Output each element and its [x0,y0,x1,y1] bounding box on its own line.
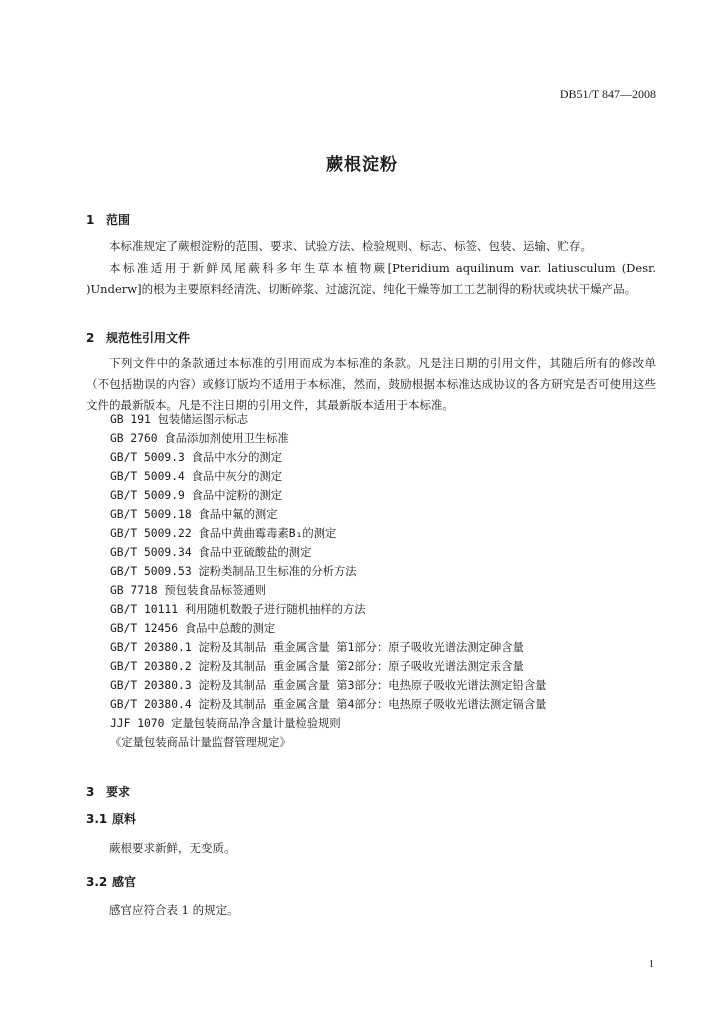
section-number: 3.2 [86,875,108,889]
section-number: 3.1 [86,812,108,826]
section-title: 原料 [112,812,137,826]
reference-list [110,410,546,752]
reference-item: GB/T 5009.18 食品中氟的测定 [110,508,278,521]
reference-item: GB/T 20380.4 淀粉及其制品 重金属含量 第4部分：电热原子吸收光谱法测定镉含量 [110,698,547,711]
document-title: 蕨根淀粉 [326,155,398,175]
reference-item: GB/T 5009.34 食品中亚硫酸盐的测定 [110,546,312,559]
reference-item: GB/T 5009.9 食品中淀粉的测定 [110,489,282,502]
section-3-2-heading [86,873,136,890]
reference-item: GB 2760 食品添加剂使用卫生标准 [110,432,289,445]
section-2-heading [86,329,190,346]
reference-item: GB/T 5009.3 食品中水分的测定 [110,451,282,464]
section-number: 2 [86,331,95,345]
section-number: 1 [86,213,95,227]
reference-item: GB/T 12456 食品中总酸的测定 [110,622,276,635]
reference-item: GB/T 20380.3 淀粉及其制品 重金属含量 第3部分：电热原子吸收光谱法测定铅含量 [110,679,547,692]
raw-material-text: 蕨根要求新鲜，无变质。 [109,841,236,855]
reference-item: GB/T 10111 利用随机数骰子进行随机抽样的方法 [110,603,366,616]
reference-item: GB 7718 预包装食品标签通则 [110,584,267,597]
reference-item: GB 191 包装储运图示标志 [110,413,248,426]
section-3-heading [86,783,130,800]
scope-paragraph-1: 本标准规定了蕨根淀粉的范围、要求、试验方法、检验规则、标志、标签、包装、运输、贮存。 [109,239,592,253]
section-title: 范围 [106,213,131,227]
section-number: 3 [86,785,95,799]
section-title: 要求 [106,785,131,799]
reference-item: GB/T 5009.4 食品中灰分的测定 [110,470,282,483]
section-1-heading [86,211,130,228]
section-title: 感官 [112,875,137,889]
reference-item: GB/T 5009.53 淀粉类制品卫生标准的分析方法 [110,565,357,578]
normative-references-intro: 下列文件中的条款通过本标准的引用而成为本标准的条款。凡是注日期的引用文件，其随后所有的修改单（不包括勘误的内容）或修订版均不适用于本标准，然而，鼓励根据本标准达成协议的各方研究是否可使用这些文件的最新版本。凡是不注日期的引用文件，其最新版本适用于本标准。 [86,356,656,412]
section-title: 规范性引用文件 [106,331,191,345]
reference-item: 《定量包装商品计量监督管理规定》 [110,736,291,749]
standard-code: DB51/T 847—2008 [559,87,656,101]
reference-item: GB/T 5009.22 食品中黄曲霉毒素B₁的测定 [110,527,337,540]
reference-item: GB/T 20380.1 淀粉及其制品 重金属含量 第1部分：原子吸收光谱法测定砷含量 [110,641,524,654]
page-number: 1 [648,958,654,970]
section-3-1-heading [86,810,136,827]
sensory-text: 感官应符合表 1 的规定。 [109,903,239,917]
reference-item: JJF 1070 定量包装商品净含量计量检验规则 [110,717,341,730]
reference-item: GB/T 20380.2 淀粉及其制品 重金属含量 第2部分：原子吸收光谱法测定汞含量 [110,660,524,673]
scope-paragraph-2: 本标准适用于新鲜凤尾蕨科多年生草本植物蕨[Pteridium aquilinum var. latiusculum (Desr. )Underw]的根为主要原料经清洗、切断碎浆、过滤沉淀、纯化干燥等加工工艺制得的粉状或块状干燥产品。 [86,261,656,296]
